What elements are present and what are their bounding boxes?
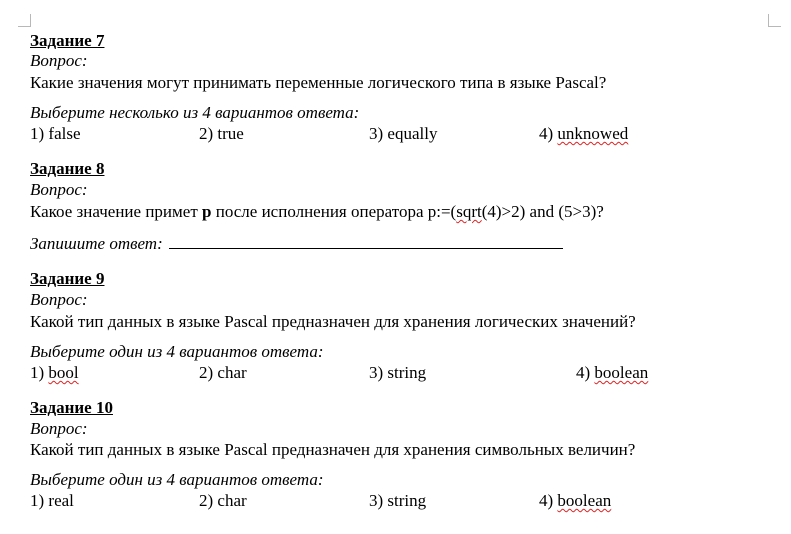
- answer-blank-line[interactable]: [169, 233, 563, 249]
- margin-corner-mark: [18, 14, 31, 27]
- option-1: 1) real: [30, 491, 74, 510]
- option-1: 1) bool: [30, 363, 79, 382]
- spellcheck-word: sqrt: [456, 202, 482, 221]
- option-4: 4) unknowed: [539, 124, 629, 143]
- option-2: 2) char: [199, 491, 247, 510]
- task-title: Задание 8: [30, 159, 105, 178]
- question-variable: p: [202, 202, 212, 221]
- answer-instruction: Выберите один из 4 вариантов ответа:: [30, 470, 324, 489]
- answer-instruction: Выберите один из 4 вариантов ответа:: [30, 342, 324, 361]
- options-row: [30, 124, 750, 144]
- option-2: 2) true: [199, 124, 244, 143]
- option-3: 3) equally: [369, 124, 438, 143]
- question-label: Вопрос:: [30, 419, 88, 438]
- answer-row: [30, 233, 563, 253]
- option-4: 4) boolean: [539, 491, 612, 510]
- question-label: Вопрос:: [30, 51, 88, 70]
- answer-instruction: Выберите несколько из 4 вариантов ответа:: [30, 103, 360, 122]
- option-3: 3) string: [369, 491, 427, 510]
- options-row: [30, 363, 750, 383]
- answer-prompt: Запишите ответ:: [30, 234, 163, 253]
- task-title: Задание 9: [30, 269, 105, 288]
- question-text: [30, 202, 604, 222]
- question-label: Вопрос:: [30, 290, 88, 309]
- options-row: [30, 491, 750, 511]
- question-part: Какое значение примет: [30, 202, 203, 221]
- option-1: 1) false: [30, 124, 81, 143]
- question-label: Вопрос:: [30, 180, 88, 199]
- task-title: Задание 10: [30, 398, 113, 417]
- question-text: Какой тип данных в языке Pascal предназначен для хранения символьных величин?: [30, 440, 636, 459]
- question-text: Какой тип данных в языке Pascal предназначен для хранения логических значений?: [30, 312, 636, 331]
- margin-corner-mark: [768, 14, 781, 27]
- option-4: 4) boolean: [576, 363, 649, 382]
- question-part: после исполнения оператора p:=(sqrt(4)>2) and (5>3)?: [211, 202, 604, 221]
- option-3: 3) string: [369, 363, 427, 382]
- task-title: Задание 7: [30, 31, 105, 50]
- question-text: Какие значения могут принимать переменные логического типа в языке Pascal?: [30, 73, 607, 92]
- option-2: 2) char: [199, 363, 247, 382]
